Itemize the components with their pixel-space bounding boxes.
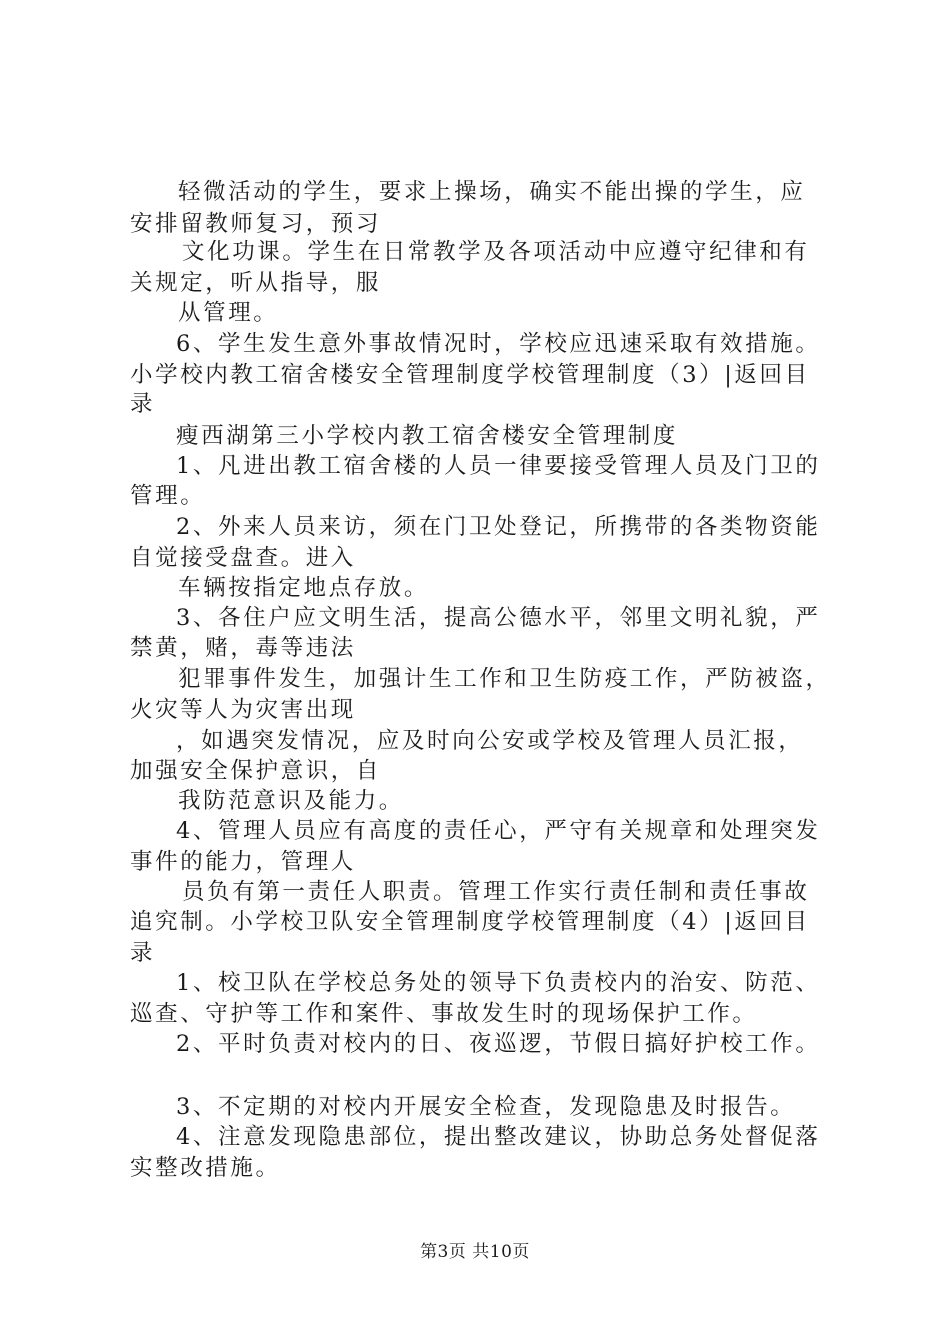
text-line: 追究制。小学校卫队安全管理制度学校管理制度（4）|返回目 (130, 909, 810, 935)
text-line: 实整改措施。 (130, 1155, 281, 1181)
text-line: 车辆按指定地点存放。 (178, 575, 430, 601)
section-heading-line: 录 (130, 391, 156, 417)
text-line: 火灾等人为灾害出现 (130, 697, 356, 723)
text-line: 4、注意发现隐患部位，提出整改建议，协助总务处督促落 (176, 1124, 821, 1150)
text-line: 1、校卫队在学校总务处的领导下负责校内的治安、防范、 (176, 970, 821, 996)
text-line: 加强安全保护意识，自 (130, 758, 382, 784)
text-line: 管理。 (130, 483, 206, 509)
section-heading-line: 录 (130, 940, 156, 966)
text-line: 6、学生发生意外事故情况时，学校应迅速采取有效措施。 (176, 331, 821, 357)
text-line: 3、不定期的对校内开展安全检查，发现隐患及时报告。 (176, 1094, 796, 1120)
text-line: 关规定，听从指导，服 (130, 270, 382, 296)
text-line: 3、各住户应文明生活，提高公德水平，邻里文明礼貌，严 (176, 605, 821, 631)
document-title-line: 瘦西湖第三小学校内教工宿舍楼安全管理制度 (176, 423, 679, 449)
page-footer: 第3页 共10页 (420, 1242, 530, 1262)
text-line: 犯罪事件发生，加强计生工作和卫生防疫工作，严防被盗， (178, 666, 831, 692)
text-line: 从管理。 (178, 300, 279, 326)
text-line: 轻微活动的学生，要求上操场，确实不能出操的学生，应 (178, 179, 806, 205)
text-line: 1、凡进出教工宿舍楼的人员一律要接受管理人员及门卫的 (176, 453, 821, 479)
text-line: 安排留教师复习，预习 (130, 211, 382, 237)
text-line: 自觉接受盘查。进入 (130, 545, 356, 571)
section-heading-line: 小学校内教工宿舍楼安全管理制度学校管理制度（3）|返回目 (130, 362, 810, 388)
text-line: 巡查、守护等工作和案件、事故发生时的现场保护工作。 (130, 1001, 758, 1027)
text-line: ，如遇突发情况，应及时向公安或学校及管理人员汇报， (176, 728, 804, 754)
text-line: 禁黄，赌，毒等违法 (130, 635, 356, 661)
text-line: 事件的能力，管理人 (130, 849, 356, 875)
text-line: 员负有第一责任人职责。管理工作实行责任制和责任事故 (182, 879, 810, 905)
text-line: 文化功课。学生在日常教学及各项活动中应遵守纪律和有 (182, 239, 810, 265)
text-line: 我防范意识及能力。 (178, 788, 404, 814)
text-line: 2、外来人员来访，须在门卫处登记，所携带的各类物资能 (176, 514, 821, 540)
text-line: 2、平时负责对校内的日、夜巡逻，节假日搞好护校工作。 (176, 1031, 821, 1057)
text-line: 4、管理人员应有高度的责任心，严守有关规章和处理突发 (176, 818, 821, 844)
